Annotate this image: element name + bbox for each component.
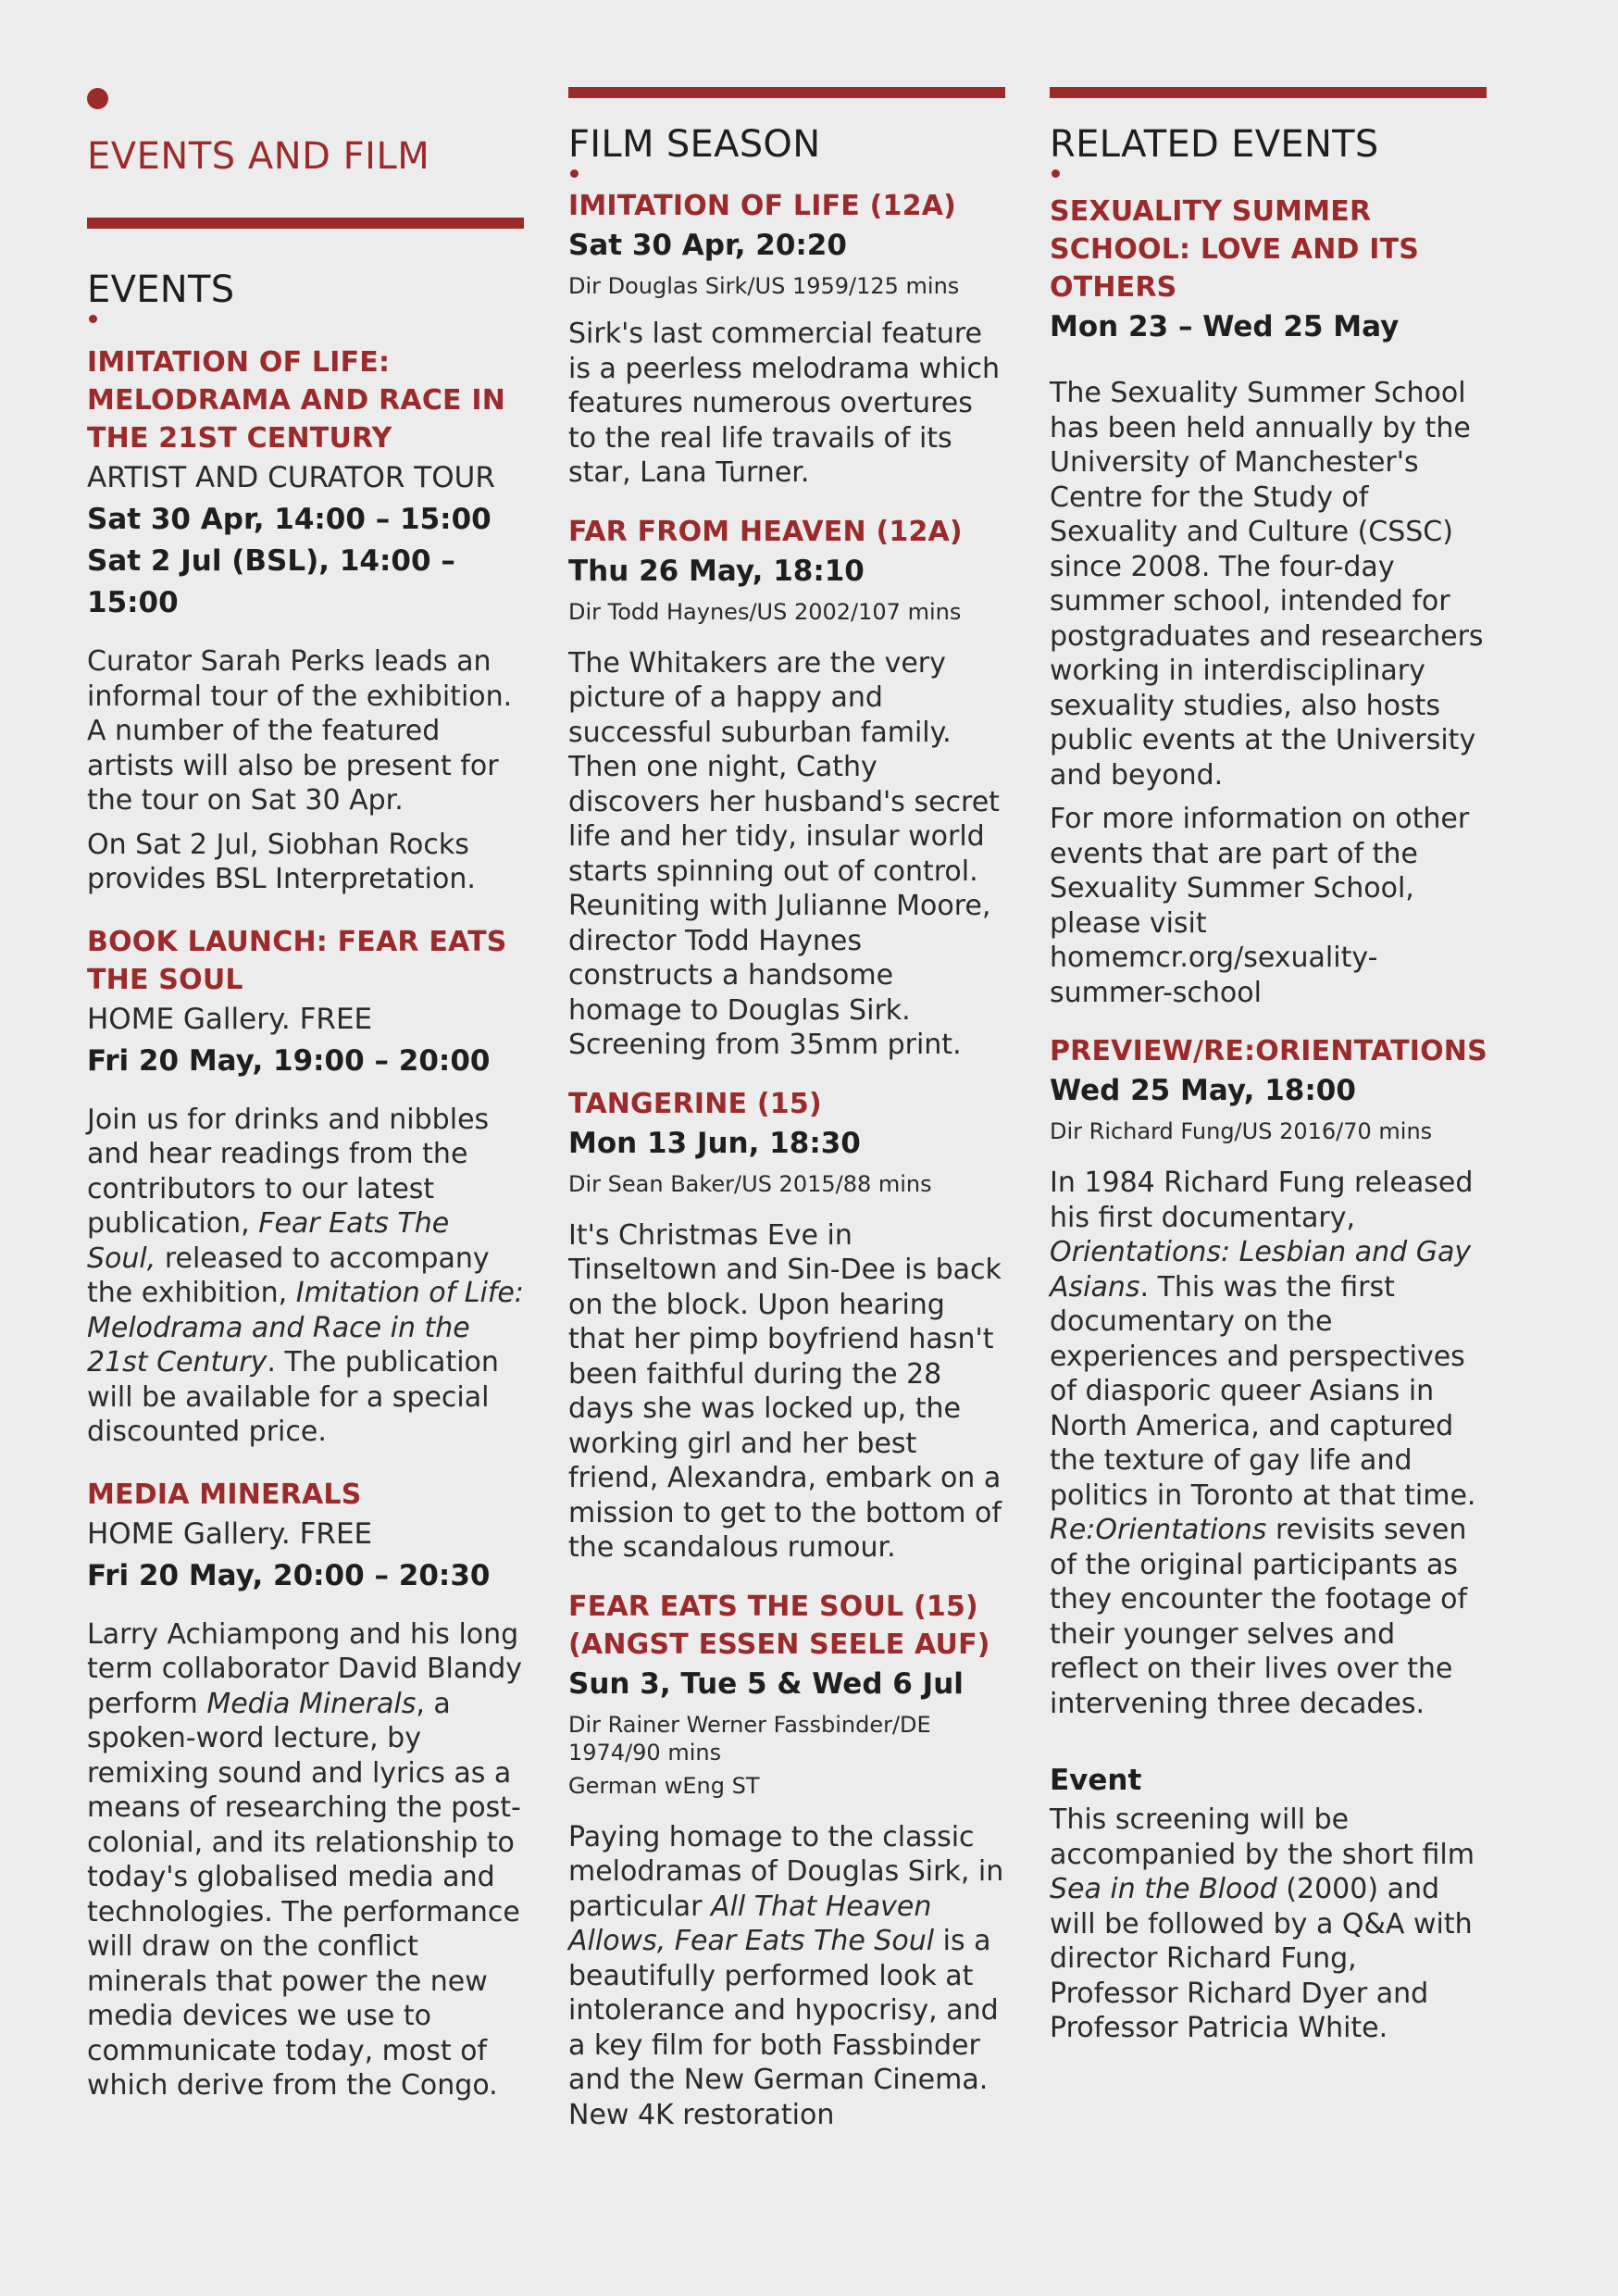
film-description: The Whitakers are the very picture of a happy and successful suburban family. Then one night, Cathy discovers her husband's secret life and her tidy, insular world starts spinning out of control. Reuniting with Julianne Moore, director Todd Haynes constructs a handsome homage to Douglas Sirk. Screening from 35mm print. bbox=[568, 646, 1000, 1061]
related-item bbox=[1050, 1032, 1487, 2046]
film-title: FEAR EATS THE SOUL (15) (ANGST ESSEN SEELE AUF) bbox=[568, 1590, 990, 1661]
related-date: Wed 25 May, 18:00 bbox=[1050, 1074, 1356, 1107]
film-date: Mon 13 Jun, 18:30 bbox=[568, 1126, 861, 1160]
event-title: IMITATION OF LIFE: MELODRAMA AND RACE IN THE 21ST CENTURY bbox=[87, 346, 506, 455]
related-title: SEXUALITY SUMMER SCHOOL: LOVE AND ITS OTHERS bbox=[1050, 195, 1420, 304]
film-title: FAR FROM HEAVEN (12A) bbox=[568, 515, 963, 548]
divider-bar bbox=[87, 218, 524, 229]
film-meta: Dir Sean Baker/US 2015/88 mins bbox=[568, 1170, 932, 1197]
event-title: BOOK LAUNCH: FEAR EATS THE SOUL bbox=[87, 925, 507, 996]
event-description: Curator Sarah Perks leads an informal tour of the exhibition. A number of the featured artists will also be present for the tour on Sat 30 Apr. bbox=[87, 645, 513, 817]
related-title: PREVIEW/RE:ORIENTATIONS bbox=[1050, 1035, 1487, 1067]
film-item bbox=[568, 1588, 1005, 2133]
film-item bbox=[568, 187, 1005, 491]
film-date: Sun 3, Tue 5 & Wed 6 Jul bbox=[568, 1666, 964, 1701]
film-description: Sirk's last commercial feature is a peerless melodrama which features numerous overtures to the real life travails of its star, Lana Turner. bbox=[568, 318, 1000, 489]
section-kicker: EVENTS AND FILM bbox=[87, 135, 430, 178]
related-description: For more information on other events that are part of the Sexuality Summer School, please visit homemcr.org/sexuality-summer-school bbox=[1050, 803, 1470, 1009]
film-meta: Dir Rainer Werner Fassbinder/DE 1974/90 mins bbox=[568, 1711, 931, 1766]
event-item bbox=[87, 343, 524, 897]
section-title: RELATED EVENTS bbox=[1050, 123, 1379, 166]
event-item bbox=[87, 1476, 524, 2103]
film-date: Sat 30 Apr, 20:20 bbox=[568, 229, 847, 262]
event-description: On Sat 2 Jul, Siobhan Rocks provides BSL Interpretation. bbox=[87, 828, 476, 895]
related-date: Mon 23 – Wed 25 May bbox=[1050, 310, 1400, 343]
related-meta: Dir Richard Fung/US 2016/70 mins bbox=[1050, 1118, 1433, 1144]
related-description: In 1984 Richard Fung released his first documentary, Orientations: Lesbian and Gay Asians. This was the first documentary on the experiences and perspectives of diasporic queer Asians in North America, and captured the texture of gay life and politics in Toronto at that time. Re:Orientations revisits seven of the original participants as they encounter the footage of their younger selves and reflect on their lives over the intervening three decades. bbox=[1050, 1167, 1476, 1720]
films-flow bbox=[568, 123, 1005, 2132]
event-subtitle: ARTIST AND CURATOR TOUR bbox=[87, 461, 495, 494]
event-description: Join us for drinks and nibbles and hear readings from the contributors to our latest publication, Fear Eats The Soul, released to accompany the exhibition, Imitation of Life: Melodrama and Race in the 21st Century. The publication will be available for a special discounted price. bbox=[87, 1103, 524, 1448]
events-flow bbox=[87, 268, 524, 2103]
event-date: Fri 20 May, 20:00 – 20:30 bbox=[87, 1558, 491, 1592]
related-item bbox=[1050, 193, 1487, 1010]
event-subtitle: HOME Gallery. FREE bbox=[87, 1516, 373, 1551]
bullet-dot bbox=[87, 88, 108, 109]
divider-bar bbox=[1050, 87, 1487, 98]
related-description: The Sexuality Summer School has been held annually by the University of Manchester's Centre for the Study of Sexuality and Culture (CSSC) since 2008. The four-day summer school, intended for postgraduates and researchers working in interdisciplinary sexuality studies, also hosts public events at the University and beyond. bbox=[1050, 377, 1484, 792]
small-dot bbox=[89, 315, 97, 323]
small-dot bbox=[570, 169, 579, 178]
event-date: Fri 20 May, 19:00 – 20:00 bbox=[87, 1043, 491, 1078]
film-description: It's Christmas Eve in Tinseltown and Sin-Dee is back on the block. Upon hearing that her pimp boyfriend hasn't been faithful during the 28 days she was locked up, the working girl and her best friend, Alexandra, embark on a mission to get to the bottom of the scandalous rumour. bbox=[568, 1218, 1002, 1564]
event-date: Sat 2 Jul (BSL), 14:00 – 15:00 bbox=[87, 544, 455, 619]
film-description: Paying homage to the classic melodramas of Douglas Sirk, in particular All That Heaven Allows, Fear Eats The Soul is a beautifully performed look at intolerance and hypocrisy, and a key film for both Fassbinder and the New German Cinema. New 4K restoration bbox=[568, 1820, 1004, 2131]
film-title: TANGERINE (15) bbox=[568, 1087, 822, 1120]
event-item bbox=[87, 923, 524, 1450]
small-dot bbox=[1052, 169, 1060, 178]
section-title: FILM SEASON bbox=[568, 123, 821, 166]
event-description: Larry Achiampong and his long term collaborator David Blandy perform Media Minerals, a spoken-word lecture, by remixing sound and lyrics as a means of researching the post-colonial, and its relationship to today's globalised media and technologies. The performance will draw on the conflict minerals that power the new media devices we use to communicate today, most of which derive from the Congo. bbox=[87, 1617, 523, 2102]
section-title: EVENTS bbox=[87, 268, 235, 311]
divider-bar bbox=[568, 87, 1005, 98]
film-language: German wEng ST bbox=[568, 1772, 760, 1799]
film-date: Thu 26 May, 18:10 bbox=[568, 554, 865, 588]
film-item bbox=[568, 1085, 1005, 1566]
film-title: IMITATION OF LIFE (12A) bbox=[568, 190, 957, 222]
film-item bbox=[568, 513, 1005, 1063]
event-title: MEDIA MINERALS bbox=[87, 1478, 362, 1511]
film-meta: Dir Douglas Sirk/US 1959/125 mins bbox=[568, 273, 960, 299]
event-date: Sat 30 Apr, 14:00 – 15:00 bbox=[87, 503, 492, 536]
event-subtitle: HOME Gallery. FREE bbox=[87, 1002, 373, 1036]
event-description: This screening will be accompanied by the short film Sea in the Blood (2000) and will be followed by a Q&A with director Richard Fung, Professor Richard Dyer and Professor Patricia White. bbox=[1050, 1803, 1475, 2044]
event-subheading: Event bbox=[1050, 1764, 1142, 1797]
related-flow bbox=[1050, 123, 1487, 2046]
film-meta: Dir Todd Haynes/US 2002/107 mins bbox=[568, 598, 962, 625]
